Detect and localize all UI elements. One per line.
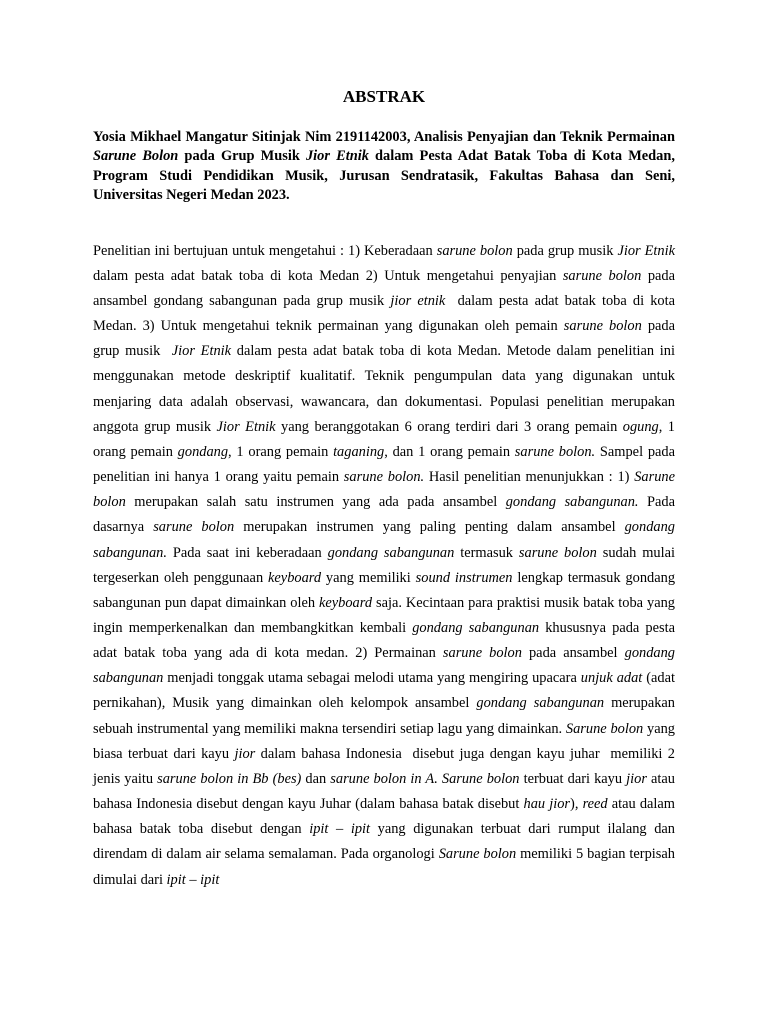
body-text: dalam pesta adat batak toba di kota Medan 2) Untuk mengetahui penyajian	[93, 242, 679, 284]
body-italic-text: gondang sabangunan	[412, 619, 540, 636]
body-text: yang memiliki	[321, 569, 416, 586]
body-italic-text: keyboard	[268, 569, 322, 586]
body-italic-text: sarune bolon	[436, 242, 513, 259]
abstract-title: ABSTRAK	[342, 87, 426, 106]
body-italic-text: gondang sabangunan	[476, 695, 605, 712]
body-italic-text: Sarune bolon	[93, 469, 679, 511]
citation-text: pada Grup Musik	[178, 148, 306, 165]
body-italic-text: sarune bolon	[563, 318, 642, 335]
body-text: merupakan salah satu instrumen yang ada pada ansambel	[125, 494, 506, 511]
body-text: dalam pesta adat batak toba di kota Medan. Metode dalam penelitian ini menggunakan metode deskriptif kualitatif. Teknik pengumpulan data yang digunakan untuk menjaring data adalah observasi, wawancara, dan dokumentasi. Populasi penelitian merupakan anggota grup musik	[93, 343, 679, 435]
body-text: memiliki 5 bagian terpisah dimulai dari	[93, 846, 679, 888]
body-text: , dan 1 orang pemain	[384, 443, 515, 460]
body-italic-text: ipit – ipit	[309, 821, 371, 838]
citation-paragraph	[93, 128, 679, 206]
body-text: yang biasa terbuat dari kayu	[93, 720, 679, 762]
body-text: pada grup musik	[93, 318, 679, 360]
body-italic-text: sarune bolon	[442, 645, 522, 662]
body-text: merupakan instrumen yang paling penting dalam ansambel	[234, 519, 625, 536]
body-text: yang beranggotakan 6 orang terdiri dari 3 orang pemain	[275, 418, 623, 435]
body-text: merupakan sebuah instrumental yang memiliki makna tersendiri setiap lagu yang dimainkan.	[93, 695, 679, 737]
body-italic-text: unjuk adat	[580, 670, 643, 687]
body-italic-text: sarune bolon	[153, 519, 235, 536]
citation-text: Yosia Mikhael Mangatur Sitinjak Nim 2191142003, Analisis Penyajian dan Teknik Permainan	[93, 129, 679, 145]
body-italic-text: ogung	[622, 418, 659, 435]
body-italic-text: sarune bolon.	[343, 469, 425, 486]
body-italic-text: Sarune bolon	[438, 846, 517, 863]
body-italic-text: gondang sabangunan	[327, 544, 455, 561]
body-text: saja. Kecintaan para praktisi musik batak toba yang ingin memperkenalkan dan membangkitkan kembali	[93, 594, 679, 636]
body-text: Hasil penelitian menunjukkan : 1)	[424, 469, 635, 486]
body-italic-text: taganing	[333, 443, 385, 460]
body-italic-text: sound instrumen	[415, 569, 513, 586]
body-text: menjadi tonggak utama sebagai melodi utama yang mengiring upacara	[163, 670, 581, 687]
body-text: , 1 orang pemain	[93, 418, 679, 460]
citation-italic-text: Sarune Bolon	[93, 148, 179, 165]
body-text: pada ansambel gondang sabangunan pada grup musik	[93, 267, 679, 309]
body-text: Pada saat ini keberadaan	[166, 544, 328, 561]
body-text: khususnya pada pesta adat batak toba yang ada di kota medan. 2) Permainan	[93, 619, 679, 662]
abstract-body-paragraph	[93, 239, 679, 893]
body-text: dalam pesta adat batak toba di kota Medan. 3) Untuk mengetahui teknik permainan yang digunakan oleh pemain	[93, 292, 679, 335]
body-text: Sampel pada penelitian ini hanya 1 orang yaitu pemain	[93, 443, 679, 486]
body-text: atau dalam bahasa batak toba disebut dengan	[93, 796, 679, 838]
body-italic-text: gondang sabangunan	[93, 645, 679, 687]
body-italic-text: jior etnik	[390, 292, 446, 309]
body-text: terbuat dari kayu	[519, 770, 627, 787]
body-italic-text: gondang sabangunan.	[93, 519, 679, 561]
body-text: , 1 orang pemain	[228, 443, 334, 460]
body-italic-text: hau jior	[523, 796, 571, 813]
citation-italic-text: Jior Etnik	[305, 148, 369, 165]
body-text: pada grup musik	[512, 242, 618, 259]
document-page	[93, 86, 679, 893]
body-text: sudah mulai tergeserkan oleh penggunaan	[93, 544, 679, 586]
body-text: lengkap termasuk gondang sabangunan pun dapat dimainkan oleh	[93, 569, 679, 611]
body-text: dan	[301, 770, 331, 787]
body-text: Pada dasarnya	[93, 494, 679, 536]
body-text: atau bahasa Indonesia disebut dengan kayu Juhar (dalam bahasa batak disebut	[93, 770, 679, 813]
body-italic-text: keyboard	[319, 594, 373, 611]
body-italic-text: Jior Etnik	[171, 343, 232, 360]
body-italic-text: Jior Etnik	[216, 418, 276, 435]
body-italic-text: sarune bolon.	[514, 443, 596, 460]
body-italic-text: sarune bolon in Bb (bes)	[157, 770, 302, 787]
body-italic-text: gondang	[177, 443, 229, 460]
body-italic-text: sarune bolon	[562, 267, 642, 284]
citation-text: dalam Pesta Adat Batak Toba di Kota Medan, Program Studi Pendidikan Musik, Jurusan Sendratasik, Fakultas Bahasa dan Seni, Universitas Negeri Medan 2023.	[93, 148, 679, 204]
body-italic-text: Jior Etnik	[617, 242, 675, 259]
body-italic-text: jior	[234, 745, 256, 762]
body-text: pada ansambel	[521, 645, 625, 662]
body-text: Penelitian ini bertujuan untuk mengetahui : 1) Keberadaan	[93, 242, 437, 259]
body-italic-text: ipit – ipit	[166, 871, 220, 888]
body-text: termasuk	[454, 544, 519, 561]
body-text: dalam bahasa Indonesia disebut juga dengan kayu juhar memiliki 2 jenis yaitu	[93, 745, 679, 787]
body-italic-text: gondang sabangunan.	[505, 494, 639, 511]
body-italic-text: sarune bolon	[518, 544, 597, 561]
body-italic-text: reed	[582, 796, 608, 813]
body-italic-text: Sarune bolon	[565, 720, 644, 737]
body-text: yang digunakan terbuat dari rumput ilalang dan direndam di dalam air selama semalaman. Pada organologi	[93, 821, 679, 863]
body-italic-text: jior	[626, 770, 647, 787]
body-text: ),	[570, 796, 583, 813]
body-text: (adat pernikahan), Musik yang dimainkan oleh kelompok ansambel	[93, 670, 679, 712]
body-italic-text: sarune bolon in A. Sarune bolon	[330, 770, 520, 787]
